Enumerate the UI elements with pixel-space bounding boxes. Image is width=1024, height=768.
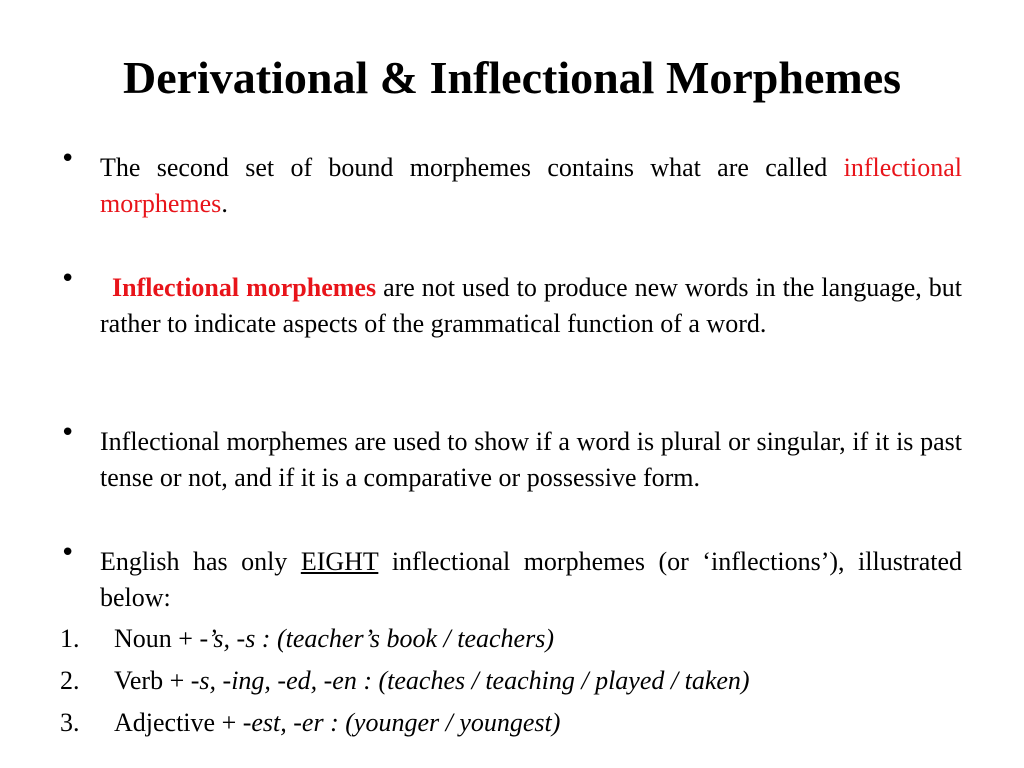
item-number: 1. <box>60 624 80 653</box>
item-forms: s, -ing, -ed, -en : (teaches / teaching / played / taken) <box>199 666 750 695</box>
bullet-text-part: inflectional morphemes (or ‘inflections’), illustrated below: <box>100 547 962 612</box>
bullet-text-part: English has only <box>100 547 301 576</box>
bullet-text: Inflectional morphemes are used to show if a word is plural or singular, if it is past tense or not, and if it is a comparative or possessive form. <box>100 427 962 492</box>
item-number: 2. <box>60 666 80 695</box>
item-text <box>114 705 560 741</box>
item-label: Noun + - <box>114 624 209 653</box>
item-forms: est, -er : (younger / youngest) <box>251 708 561 737</box>
bullet-icon: • <box>60 144 76 174</box>
bullet-icon: • <box>60 418 76 448</box>
bullet-text <box>100 270 962 342</box>
item-label: Verb + - <box>114 666 200 695</box>
bullet-text-part: The second set of bound morphemes contains what are called <box>100 153 844 182</box>
slide-title: Derivational & Inflectional Morphemes <box>122 52 902 103</box>
emphasized-word: EIGHT <box>300 547 379 576</box>
bullet-text <box>100 544 962 616</box>
item-number: 3. <box>60 708 80 737</box>
bullet-text-part: are not used to produce new words in the language, but rather to indicate aspects of the grammatical function of a word. <box>100 273 962 338</box>
highlighted-term: Inflectional morphemes <box>112 273 377 302</box>
bullet-icon: • <box>60 538 76 568</box>
highlighted-term: inflectional morphemes <box>100 153 962 218</box>
item-forms: ’s, -s : (teacher’s book / teachers) <box>208 624 554 653</box>
item-text <box>114 663 750 699</box>
item-text <box>114 621 554 657</box>
bullet-text-part: . <box>221 189 228 218</box>
bullet-text <box>100 150 962 222</box>
bullet-icon: • <box>60 264 76 294</box>
item-label: Adjective + - <box>114 708 252 737</box>
